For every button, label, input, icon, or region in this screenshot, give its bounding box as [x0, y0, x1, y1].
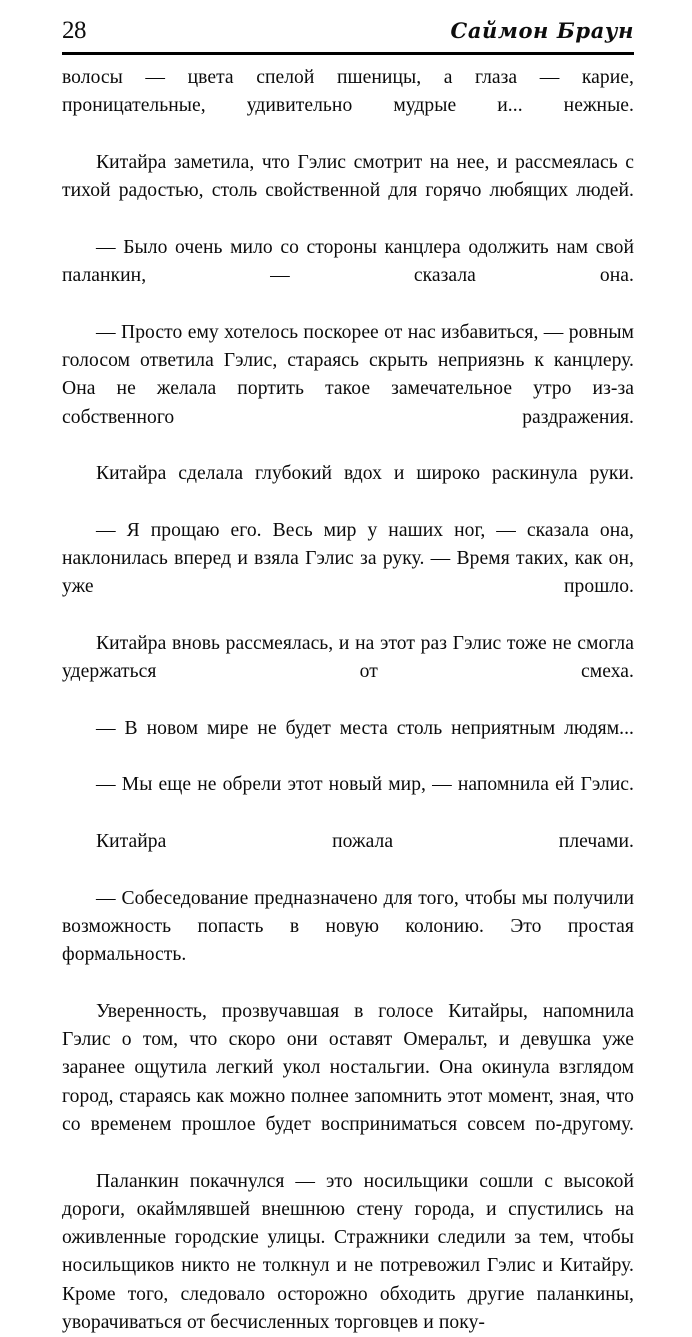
paragraph-dialogue: — Просто ему хотелось поскорее от нас избавиться, — ровным голосом ответила Гэлис, стараясь скрыть неприязнь к канцлеру. Она не желала портить такое замечательное утро из-за собственного раздражения.	[62, 321, 634, 428]
paragraph: Китайра вновь рассмеялась, и на этот раз Гэлис тоже не смогла удержаться от смеха.	[62, 632, 634, 683]
paragraph-dialogue: — В новом мире не будет места столь неприятным людям...	[96, 717, 634, 739]
paragraph: волосы — цвета спелой пшеницы, а глаза — карие, проницательные, удивительно мудрые и... нежные.	[62, 67, 634, 117]
running-head-author: Саймон Браун	[450, 18, 634, 43]
running-head	[62, 18, 634, 52]
body-text-block	[62, 64, 634, 1337]
paragraph: Китайра заметила, что Гэлис смотрит на нее, и рассмеялась с тихой радостью, столь свойственной для горячо любящих людей.	[62, 151, 634, 202]
paragraph: Уверенность, прозвучавшая в голосе Китайры, напомнила Гэлис о том, что скоро они оставят Омеральт, и девушка уже заранее ощутила легкий укол ностальгии. Она окинула взглядом город, стараясь как можно полнее запомнить этот момент, зная, что со временем прошлое будет восприниматься совсем по-другому.	[62, 1000, 634, 1135]
paragraph-dialogue: — Я прощаю его. Весь мир у наших ног, — сказала она, наклонилась вперед и взяла Гэлис за руку. — Время таких, как он, уже прошло.	[62, 519, 634, 598]
paragraph: Китайра сделала глубокий вдох и широко раскинула руки.	[96, 463, 634, 485]
paragraph-dialogue: — Мы еще не обрели этот новый мир, — напомнила ей Гэлис.	[96, 774, 634, 796]
paragraph: Китайра пожала плечами.	[96, 831, 634, 853]
paragraph-dialogue: — Было очень мило со стороны канцлера одолжить нам свой паланкин, — сказала она.	[62, 236, 634, 287]
paragraph: Паланкин покачнулся — это носильщики сошли с высокой дороги, окаймлявшей внешнюю стену города, и спустились на оживленные городские улицы. Стражники следили за тем, чтобы носильщиков никто не толкнул и не потревожил Гэлис и Китайру. Кроме того, следовало осторожно обходить другие паланкины, уворачиваться от бесчисленных торговцев и поку-	[62, 1170, 634, 1334]
page-number: 28	[62, 17, 86, 44]
header-rule-divider	[62, 52, 634, 55]
paragraph-dialogue: — Собеседование предназначено для того, чтобы мы получили возможность попасть в новую колонию. Это простая формальность.	[62, 887, 634, 966]
